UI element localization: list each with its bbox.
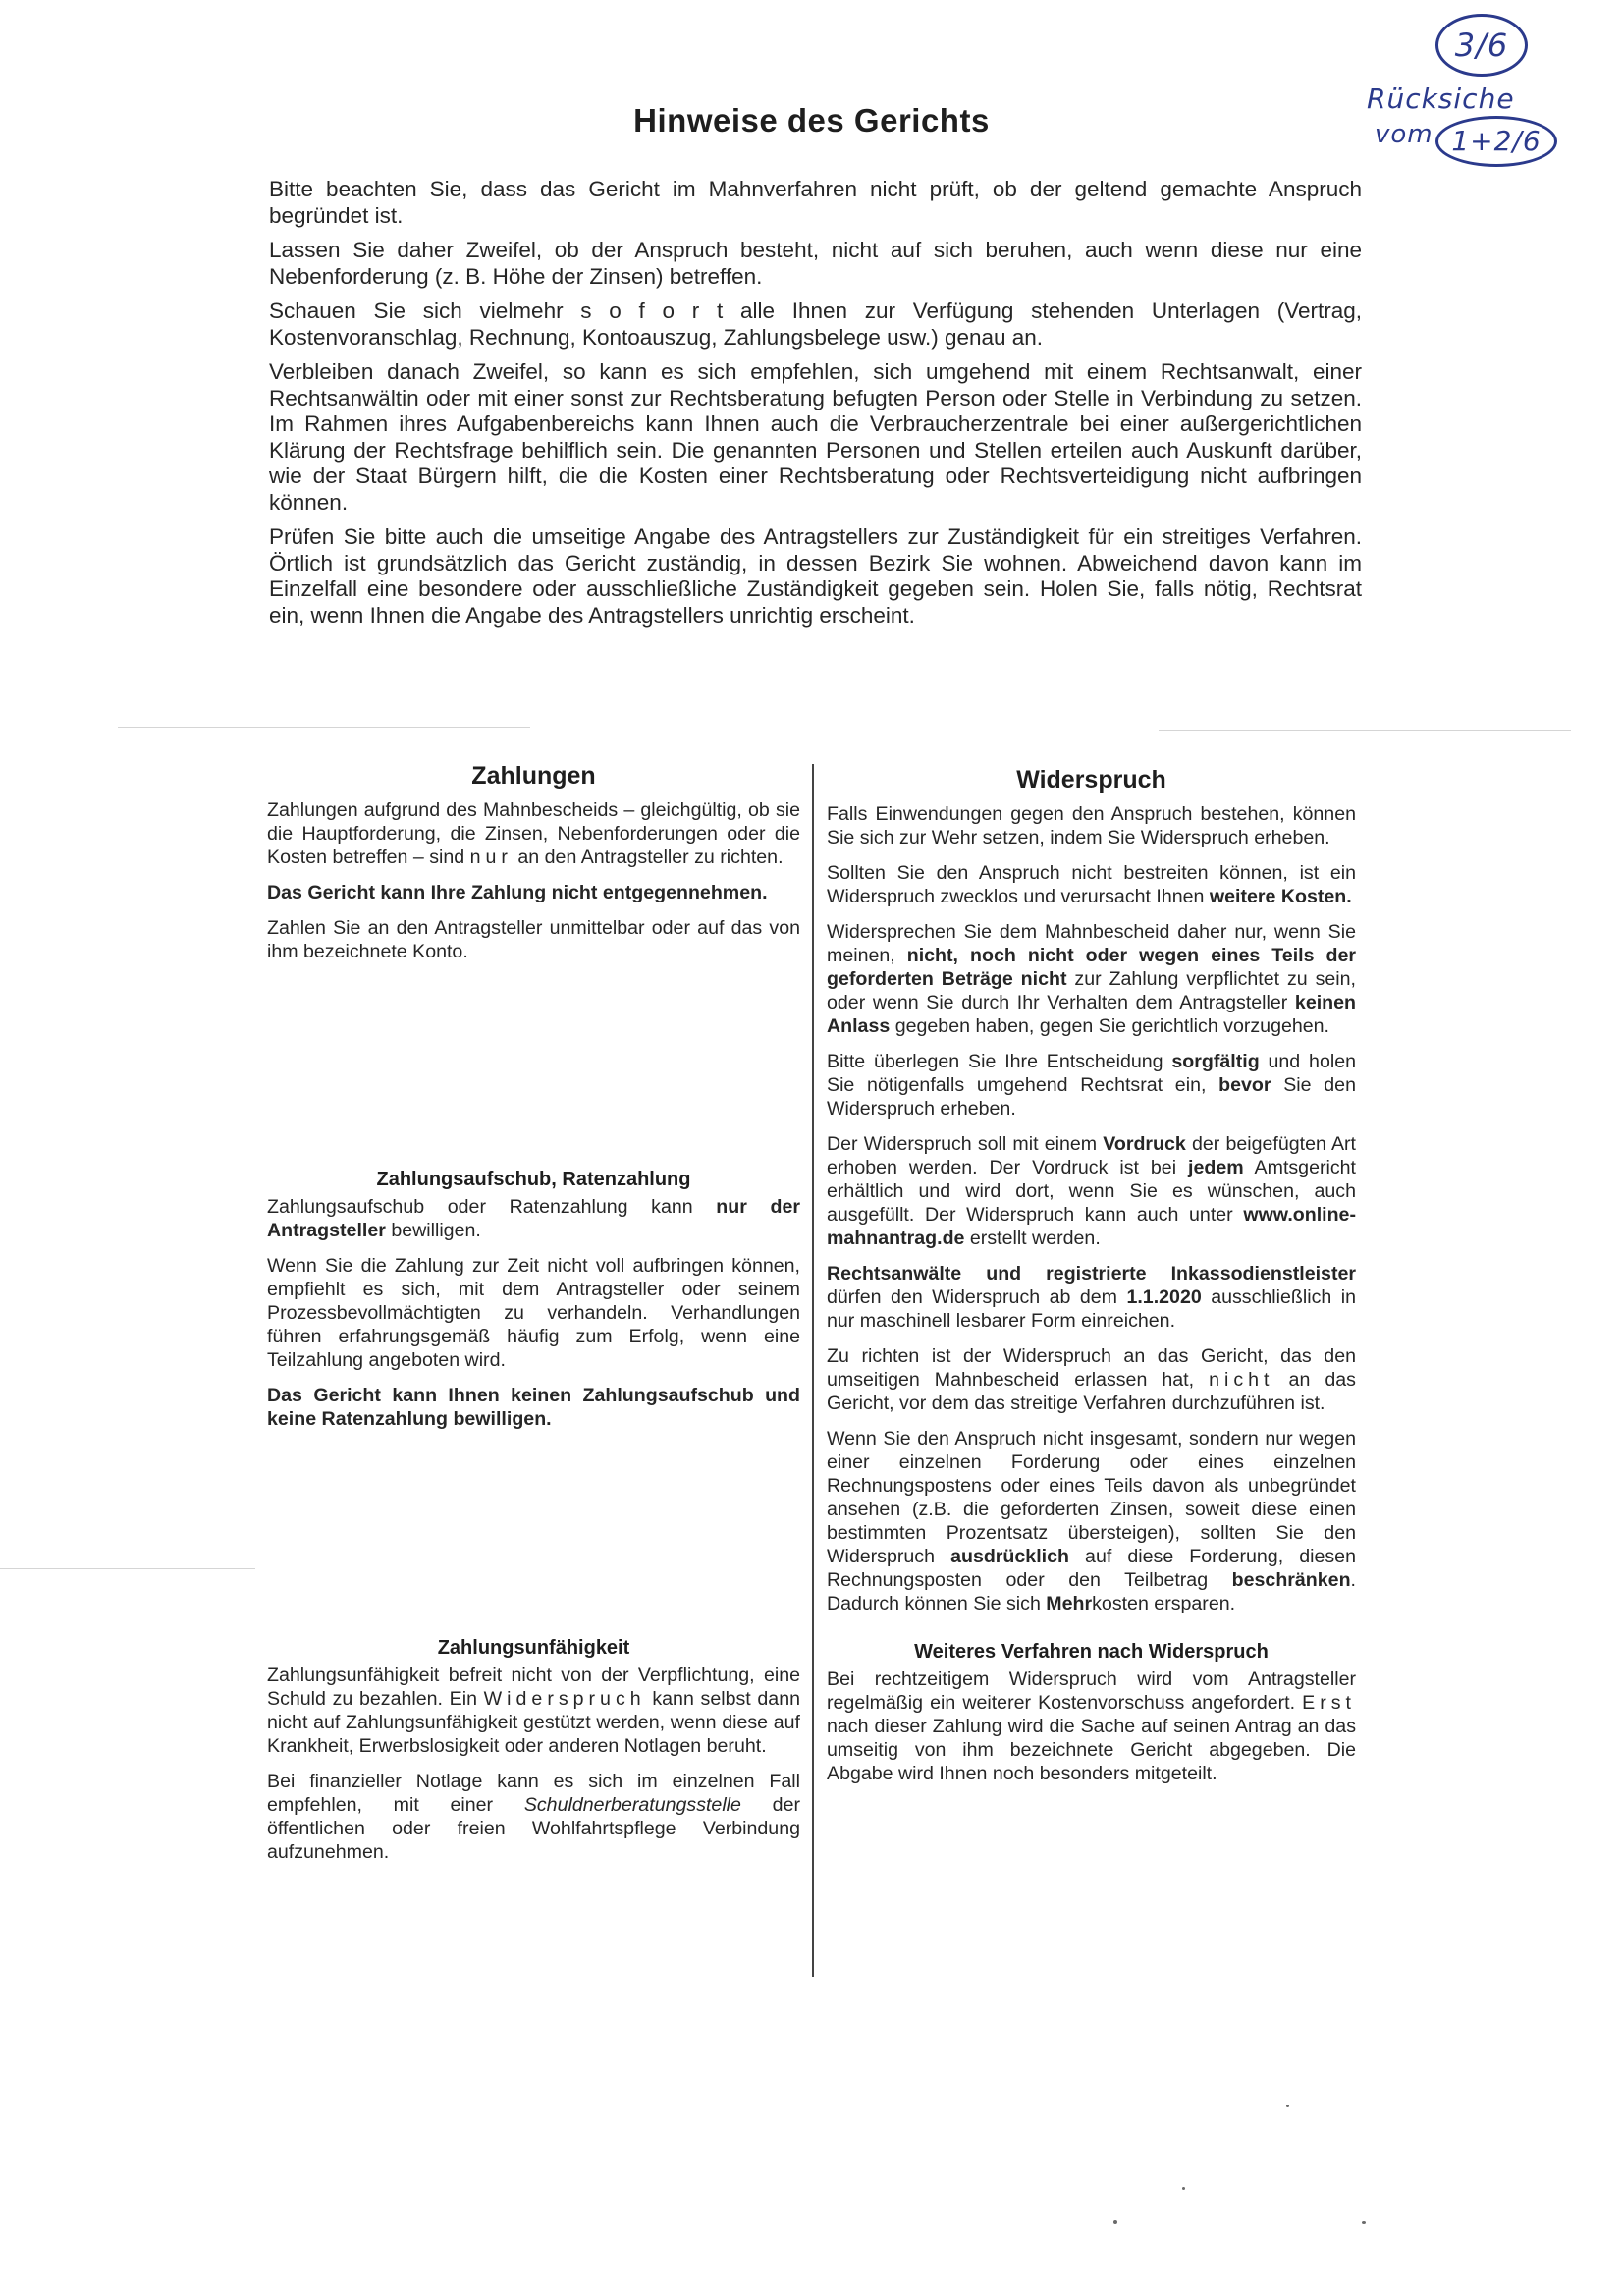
- section-paragraph: Bitte überlegen Sie Ihre Entscheidung sorgfältig und holen Sie nötigenfalls umgehend Rechtsrat ein, bevor Sie den Widerspruch erheben.: [827, 1051, 1356, 1120]
- section-heading: Zahlungen: [471, 762, 596, 790]
- scan-streak: [0, 1568, 255, 1569]
- intro-paragraph: Verbleiben danach Zweifel, so kann es sich empfehlen, sich umgehend mit einem Rechtsanwalt, einer Rechtsanwältin oder mit einer sonst zur Rechtsberatung befugten Person oder Stelle in Verbindung zu setzen. Im Rahmen ihres Aufgabenbereichs kann Ihnen auch die Verbraucherzentrale bei einer außergerichtlichen Klärung der Rechtsfrage behilflich sein. Die genannten Personen und Stellen erteilen auch Auskunft darüber, wie der Staat Bürgern hilft, die die Kosten einer Rechtsberatung oder Rechtsverteidigung nicht aufbringen können.: [269, 359, 1362, 515]
- scan-speck: [1362, 2221, 1366, 2224]
- section-heading: Zahlungsaufschub, Ratenzahlung: [376, 1169, 691, 1190]
- scan-streak: [1159, 730, 1571, 731]
- scan-streak: [118, 727, 530, 728]
- scan-speck: [1182, 2187, 1185, 2190]
- intro-paragraph: Bitte beachten Sie, dass das Gericht im Mahnverfahren nicht prüft, ob der geltend gemachte Anspruch begründet ist.: [269, 177, 1362, 228]
- section-heading: Weiteres Verfahren nach Widerspruch: [914, 1641, 1269, 1663]
- section-paragraph: Falls Einwendungen gegen den Anspruch bestehen, können Sie sich zur Wehr setzen, indem Sie Widerspruch erheben.: [827, 803, 1356, 848]
- handwritten-note-bottom: vom: [1375, 120, 1434, 149]
- section-paragraph: Zahlungsaufschub oder Ratenzahlung kann nur der Antragsteller bewilligen.: [267, 1196, 800, 1241]
- intro-paragraph: Schauen Sie sich vielmehr s o f o r t alle Ihnen zur Verfügung stehenden Unterlagen (Vertrag, Kostenvoranschlag, Rechnung, Kontoauszug, Zahlungsbelege usw.) genau an.: [269, 299, 1362, 350]
- intro-paragraph: Lassen Sie daher Zweifel, ob der Anspruch besteht, nicht auf sich beruhen, auch wenn diese nur eine Nebenforderung (z. B. Höhe der Zinsen) betreffen.: [269, 238, 1362, 289]
- section-paragraph: Rechtsanwälte und registrierte Inkassodienstleister dürfen den Widerspruch ab dem 1.1.2020 ausschließlich in nur maschinell lesbarer Form einreichen.: [827, 1263, 1356, 1332]
- section-ratenzahlung: [267, 1169, 800, 1431]
- section-zahlungen: [267, 762, 800, 963]
- section-paragraph: Sollten Sie den Anspruch nicht bestreiten können, ist ein Widerspruch zwecklos und verursacht Ihnen weitere Kosten.: [827, 862, 1356, 907]
- handwritten-circled-mark: 1+2/6: [1435, 116, 1557, 167]
- section-paragraph: Bei finanzieller Notlage kann es sich im einzelnen Fall empfehlen, mit einer Schuldnerberatungsstelle der öffentlichen oder freien Wohlfahrtspflege Verbindung aufzunehmen.: [267, 1771, 800, 1863]
- section-paragraph: Das Gericht kann Ihre Zahlung nicht entgegennehmen.: [267, 882, 768, 903]
- intro-paragraph: Prüfen Sie bitte auch die umseitige Angabe des Antragstellers zur Zuständigkeit für ein streitiges Verfahren. Örtlich ist grundsätzlich das Gericht zuständig, in dessen Bezirk Sie wohnen. Abweichend davon kann im Einzelfall eine besondere oder ausschließliche Zuständigkeit gegeben sein. Holen Sie, falls nötig, Rechtsrat ein, wenn Ihnen die Angabe des Antragstellers unrichtig erscheint.: [269, 524, 1362, 628]
- scan-speck: [1113, 2220, 1117, 2224]
- section-paragraph: Wenn Sie die Zahlung zur Zeit nicht voll aufbringen können, empfiehlt es sich, mit dem Antragsteller oder seinem Prozessbevollmächtigten zu verhandeln. Verhandlungen führen erfahrungsgemäß häufig zum Erfolg, wenn eine Teilzahlung angeboten wird.: [267, 1255, 800, 1371]
- right-column: [827, 766, 1356, 1797]
- section-paragraph: Wenn Sie den Anspruch nicht insgesamt, sondern nur wegen einer einzelnen Forderung oder eines einzelnen Rechnungspostens oder eines Teils davon als unbegründet ansehen (z.B. die geforderten Zinsen, soweit diese einen bestimmten Prozentsatz übersteigen), sollten Sie den Widerspruch ausdrücklich auf diese Forderung, diesen Rechnungsposten oder den Teilbetrag beschränken. Dadurch können Sie sich Mehrkosten ersparen.: [827, 1428, 1356, 1614]
- section-heading: Widerspruch: [1016, 766, 1166, 793]
- section-paragraph: Zu richten ist der Widerspruch an das Gericht, das den umseitigen Mahnbescheid erlassen hat, nicht an das Gericht, vor dem das streitige Verfahren durchzuführen ist.: [827, 1345, 1356, 1414]
- section-heading: Zahlungsunfähigkeit: [437, 1637, 630, 1659]
- handwritten-page-mark: 3/6: [1435, 14, 1528, 77]
- section-paragraph: Zahlungen aufgrund des Mahnbescheids – gleichgültig, ob sie die Hauptforderung, die Zinsen, Nebenforderungen oder die Kosten betreffen – sind nur an den Antragsteller zu richten.: [267, 799, 800, 868]
- section-widerspruch: [827, 766, 1356, 1615]
- section-weiteres-verfahren: [827, 1641, 1356, 1785]
- handwritten-note-top: Rücksiche: [1367, 82, 1515, 115]
- document-title: Hinweise des Gerichts: [633, 102, 990, 138]
- section-paragraph: Bei rechtzeitigem Widerspruch wird vom Antragsteller regelmäßig ein weiterer Kostenvorschuss angefordert. Erst nach dieser Zahlung wird die Sache auf seinen Antrag an das umseitig von ihm bezeichnete Gericht abgegeben. Die Abgabe wird Ihnen noch besonders mitgeteilt.: [827, 1668, 1356, 1784]
- section-paragraph: Zahlungsunfähigkeit befreit nicht von der Verpflichtung, eine Schuld zu bezahlen. Ein Widerspruch kann selbst dann nicht auf Zahlungsunfähigkeit gestützt werden, wenn diese auf Krankheit, Erwerbslosigkeit oder anderen Notlagen beruht.: [267, 1665, 800, 1757]
- scan-speck: [1286, 2105, 1289, 2107]
- left-column: [267, 762, 800, 1876]
- section-paragraph: Widersprechen Sie dem Mahnbescheid daher nur, wenn Sie meinen, nicht, noch nicht oder wegen eines Teils der geforderten Beträge nicht zur Zahlung verpflichtet zu sein, oder wenn Sie durch Ihr Verhalten dem Antragsteller keinen Anlass gegeben haben, gegen Sie gerichtlich vorzugehen.: [827, 921, 1356, 1037]
- column-divider: [812, 764, 814, 1977]
- intro-notes: [269, 177, 1362, 637]
- section-zahlungsunfaehigkeit: [267, 1637, 800, 1864]
- section-paragraph: Zahlen Sie an den Antragsteller unmittelbar oder auf das von ihm bezeichnete Konto.: [267, 917, 800, 962]
- section-paragraph: Das Gericht kann Ihnen keinen Zahlungsaufschub und keine Ratenzahlung bewilligen.: [267, 1385, 800, 1430]
- section-paragraph: Der Widerspruch soll mit einem Vordruck der beigefügten Art erhoben werden. Der Vordruck ist bei jedem Amtsgericht erhältlich und wird dort, wenn Sie es wünschen, auch ausgefüllt. Der Widerspruch kann auch unter www.online-mahnantrag.de erstellt werden.: [827, 1133, 1356, 1249]
